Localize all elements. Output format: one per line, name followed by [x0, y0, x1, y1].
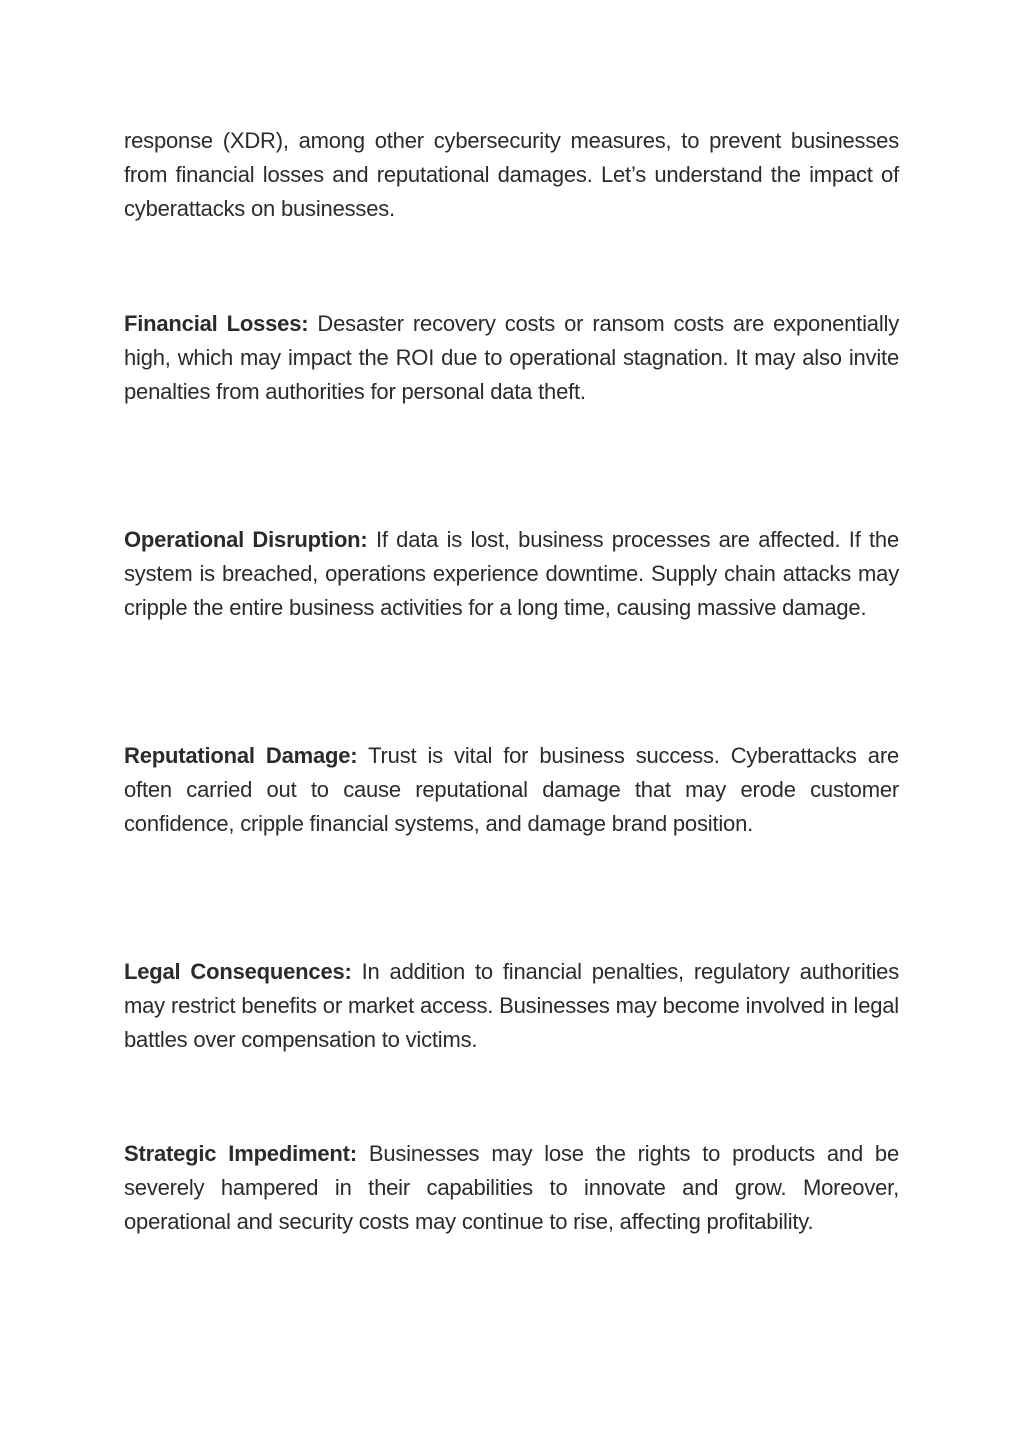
legal-consequences-term: Legal Consequences:	[124, 959, 352, 984]
operational-disruption-paragraph	[124, 523, 899, 625]
intro-paragraph: response (XDR), among other cybersecurity measures, to prevent businesses from financial losses and reputational damages. Let’s understand the impact of cyberattacks on businesses.	[124, 128, 899, 221]
operational-disruption-term: Operational Disruption:	[124, 527, 368, 552]
legal-consequences-text: In addition to financial penalties, regulatory authorities may restrict benefits or market access. Businesses may become involved in legal battles over compensation to victims.	[124, 959, 900, 1052]
strategic-impediment-text: Businesses may lose the rights to products and be severely hampered in their capabilities to innovate and grow. Moreover, operational and security costs may continue to rise, affecting profitability.	[124, 1141, 900, 1234]
strategic-impediment-term: Strategic Impediment:	[124, 1141, 357, 1166]
legal-consequences-paragraph	[124, 955, 899, 1057]
reputational-damage-text: Trust is vital for business success. Cyberattacks are often carried out to cause reputational damage that may erode customer confidence, cripple financial systems, and damage brand position.	[124, 743, 899, 836]
operational-disruption-text: If data is lost, business processes are affected. If the system is breached, operations experience downtime. Supply chain attacks may cripple the entire business activities for a long time, causing massive damage.	[124, 527, 899, 620]
financial-losses-term: Financial Losses:	[124, 311, 309, 336]
financial-losses-text: Desaster recovery costs or ransom costs are exponentially high, which may impact the ROI due to operational stagnation. It may also invite penalties from authorities for personal data theft.	[124, 311, 899, 404]
reputational-damage-term: Reputational Damage:	[124, 743, 358, 768]
financial-losses-paragraph	[124, 307, 899, 409]
strategic-impediment-paragraph	[124, 1137, 899, 1239]
reputational-damage-paragraph	[124, 739, 899, 841]
